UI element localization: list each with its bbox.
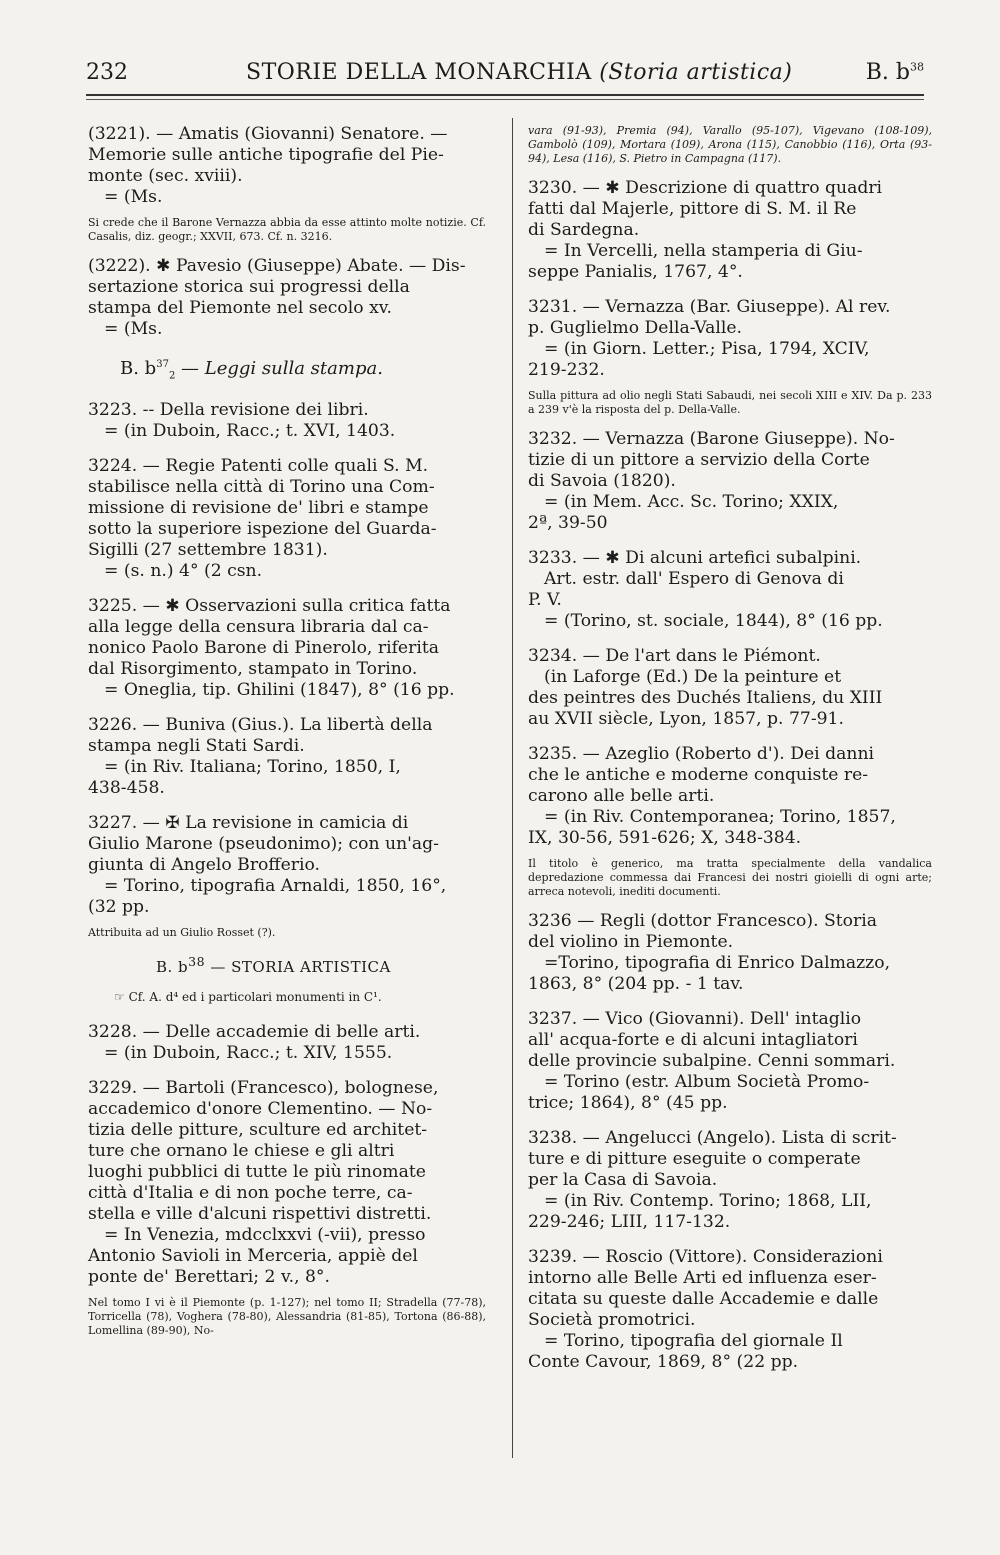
entry-line: 3238. — Angelucci (Angelo). Lista di scrit-: [528, 1128, 897, 1148]
entry-line: = (in Riv. Italiana; Torino, 1850, I,: [104, 756, 401, 777]
right-column: [528, 124, 932, 1387]
entry-3236: [528, 911, 932, 995]
entry-line: nonico Paolo Barone di Pinerolo, riferita: [88, 637, 439, 658]
entry-line: Conte Cavour, 1869, 8° (22 pp.: [528, 1352, 799, 1372]
entry-line: = (in Mem. Acc. Sc. Torino; XXIX,: [544, 492, 839, 512]
entry-3225: [88, 596, 486, 701]
entry-line: di Sardegna.: [528, 220, 640, 240]
note-3231: Sulla pittura ad olio negli Stati Sabaudi, nei secoli XIII e XIV. Da p. 233 a 239 v'è la risposta del p. Della-Valle.: [528, 389, 932, 416]
entry-line: 3231. — Vernazza (Bar. Giuseppe). Al rev.: [528, 297, 891, 317]
entry-line: Memorie sulle antiche tipografie del Pie-: [88, 145, 444, 165]
entry-line: = (Torino, st. sociale, 1844), 8° (16 pp.: [544, 611, 883, 631]
section-title: — STORIA ARTISTICA: [205, 957, 391, 976]
entry-line: = (in Duboin, Racc.; t. XIV, 1555.: [104, 1042, 393, 1063]
section-sub: 2: [168, 370, 176, 382]
entry-line: tizia delle pitture, sculture ed architet-: [88, 1119, 428, 1140]
entry-line: di Savoia (1820).: [528, 471, 676, 491]
cross-reference: ☞ Cf. A. d⁴ ed i particolari monumenti in C¹.: [114, 989, 382, 1004]
entry-line: 3225. — ✱ Osservazioni sulla critica fatta: [88, 595, 451, 616]
entry-line: des peintres des Duchés Italiens, du XIII: [528, 688, 883, 708]
left-column: [88, 124, 486, 1350]
column-divider: [512, 118, 513, 1458]
entry-3231: [528, 297, 932, 381]
entry-line: 229-246; LIII, 117-132.: [528, 1212, 731, 1232]
signature-text: B. b: [865, 60, 910, 85]
entry-line: 3228. — Delle accademie di belle arti.: [88, 1021, 421, 1042]
section-sup: 37: [156, 359, 169, 370]
entry-line: 438-458.: [88, 777, 165, 798]
entry-3233: [528, 548, 932, 632]
entry-line: stabilisce nella città di Torino una Com-: [88, 476, 435, 497]
running-title: [246, 60, 792, 85]
entry-line: sotto la superiore ispezione del Guarda-: [88, 518, 437, 539]
entry-3222: [88, 256, 486, 340]
entry-line: tizie di un pittore a servizio della Corte: [528, 450, 870, 470]
entry-line: 3233. — ✱ Di alcuni artefici subalpini.: [528, 548, 862, 568]
entry-line: = Torino, tipografia del giornale Il: [544, 1331, 843, 1351]
entry-line: au XVII siècle, Lyon, 1857, p. 77-91.: [528, 709, 844, 729]
entry-line: = (in Riv. Contemporanea; Torino, 1857,: [544, 807, 896, 827]
entry-line: (3221). — Amatis (Giovanni) Senatore. —: [88, 124, 448, 144]
note-3235: Il titolo è generico, ma tratta specialmente della vandalica depredazione commessa dai Francesi dei nostri gioielli di ogni arte; arreca notevoli, inediti documenti.: [528, 857, 932, 898]
entry-3232: [528, 429, 932, 534]
section-sup: 38: [188, 953, 206, 969]
entry-3237: [528, 1009, 932, 1114]
entry-line: carono alle belle arti.: [528, 786, 715, 806]
entry-line: = (in Riv. Contemp. Torino; 1868, LII,: [544, 1191, 872, 1211]
entry-line: = In Venezia, mdcclxxvi (-vii), presso: [104, 1224, 426, 1245]
entry-line: 3229. — Bartoli (Francesco), bolognese,: [88, 1077, 439, 1098]
entry-line: ture e di pitture eseguite o comperate: [528, 1149, 861, 1169]
entry-line: per la Casa di Savoia.: [528, 1170, 718, 1190]
entry-3224: [88, 456, 486, 582]
entry-line: alla legge della censura libraria dal ca-: [88, 616, 429, 637]
entry-line: Art. estr. dall' Espero di Genova di: [544, 569, 844, 589]
entry-line: 3239. — Roscio (Vittore). Considerazioni: [528, 1247, 883, 1267]
entry-line: trice; 1864), 8° (45 pp.: [528, 1093, 728, 1113]
page-header: [86, 58, 924, 92]
entry-line: = (Ms.: [104, 319, 163, 339]
entry-line: dal Risorgimento, stampato in Torino.: [88, 658, 418, 679]
entry-line: sertazione storica sui progressi della: [88, 277, 410, 297]
entry-line: 3234. — De l'art dans le Piémont.: [528, 646, 821, 666]
entry-line: stampa del Piemonte nel secolo xv.: [88, 298, 392, 318]
entry-line: 2ª, 39-50: [528, 513, 608, 533]
entry-line: Sigilli (27 settembre 1831).: [88, 539, 328, 560]
signature-sup: 38: [910, 60, 924, 74]
entry-line: 3226. — Buniva (Gius.). La libertà della: [88, 714, 433, 735]
entry-line: giunta di Angelo Brofferio.: [88, 854, 320, 875]
entry-line: ture che ornano le chiese e gli altri: [88, 1140, 395, 1161]
entry-line: monte (sec. xviii).: [88, 166, 243, 186]
entry-line: 3227. — ✠ La revisione in camicia di: [88, 812, 409, 833]
entry-line: missione di revisione de' libri e stampe: [88, 497, 429, 518]
running-title-sub: (Storia artistica): [599, 60, 793, 85]
entry-3234: [528, 646, 932, 730]
entry-line: =Torino, tipografia di Enrico Dalmazzo,: [544, 953, 891, 973]
entry-line: = Oneglia, tip. Ghilini (1847), 8° (16 pp.: [104, 679, 455, 700]
entry-line: citata su queste dalle Accademie e dalle: [528, 1289, 879, 1309]
entry-3235: [528, 744, 932, 849]
entry-3239: [528, 1247, 932, 1373]
entry-line: accademico d'onore Clementino. — No-: [88, 1098, 433, 1119]
entry-line: Giulio Marone (pseudonimo); con un'ag-: [88, 833, 439, 854]
header-rule-bottom: [86, 99, 924, 100]
entry-line: 1863, 8° (204 pp. - 1 tav.: [528, 974, 744, 994]
entry-line: (3222). ✱ Pavesio (Giuseppe) Abate. — Dis-: [88, 256, 466, 276]
entry-line: 219-232.: [528, 360, 605, 380]
entry-3227: [88, 813, 486, 918]
entry-line: 3236 — Regli (dottor Francesco). Storia: [528, 911, 877, 931]
entry-line: 3230. — ✱ Descrizione di quattro quadri: [528, 178, 883, 198]
entry-line: luoghi pubblici di tutte le più rinomate: [88, 1161, 426, 1182]
entry-line: = Torino, tipografia Arnaldi, 1850, 16°,: [104, 875, 447, 896]
entry-line: = Torino (estr. Album Società Promo-: [544, 1072, 870, 1092]
section-heading-art: [156, 954, 486, 976]
entry-line: = (in Duboin, Racc.; t. XVI, 1403.: [104, 420, 396, 441]
entry-line: = In Vercelli, nella stamperia di Giu-: [544, 241, 863, 261]
note-3229: Nel tomo I vi è il Piemonte (p. 1-127); nel tomo II; Stradella (77-78), Torricella (78), Voghera (78-80), Alessandria (81-85), Tortona (86-88), Lomellina (89-90), No-: [88, 1295, 486, 1337]
entry-line: Antonio Savioli in Merceria, appiè del: [88, 1245, 418, 1266]
section-title: — Leggi sulla stampa.: [175, 358, 383, 379]
entry-line: stella e ville d'alcuni rispettivi distretti.: [88, 1203, 432, 1224]
entry-line: stampa negli Stati Sardi.: [88, 735, 305, 756]
entry-line: P. V.: [528, 590, 562, 610]
entry-line: del violino in Piemonte.: [528, 932, 734, 952]
entry-line: 3232. — Vernazza (Barone Giuseppe). No-: [528, 429, 895, 449]
page-number: 232: [86, 60, 128, 85]
section-heading-laws: [120, 358, 486, 382]
entry-line: IX, 30-56, 591-626; X, 348-384.: [528, 828, 802, 848]
entry-line: 3223. -- Della revisione dei libri.: [88, 399, 369, 420]
entry-line: città d'Italia e di non poche terre, ca-: [88, 1182, 413, 1203]
section-signature: [866, 60, 924, 85]
entry-3238: [528, 1128, 932, 1233]
entry-line: intorno alle Belle Arti ed influenza eser-: [528, 1268, 877, 1288]
entry-line: = (s. n.) 4° (2 csn.: [104, 560, 263, 581]
entry-3226: [88, 715, 486, 799]
header-rule-top: [86, 94, 924, 96]
entry-line: (32 pp.: [88, 896, 150, 917]
entry-3223: [88, 400, 486, 442]
entry-line: delle provincie subalpine. Cenni sommari.: [528, 1051, 896, 1071]
entry-line: Società promotrici.: [528, 1310, 696, 1330]
entry-line: p. Guglielmo Della-Valle.: [528, 318, 742, 338]
entry-line: che le antiche e moderne conquiste re-: [528, 765, 869, 785]
entry-line: = (in Giorn. Letter.; Pisa, 1794, XCIV,: [544, 339, 870, 359]
entry-line: 3235. — Azeglio (Roberto d'). Dei danni: [528, 744, 875, 764]
note-3227: Attribuita ad un Giulio Rosset (?).: [88, 925, 276, 939]
note-3221: Si crede che il Barone Vernazza abbia da esse attinto molte notizie. Cf. Casalis, diz. geogr.; XXVII, 673. Cf. n. 3216.: [88, 216, 486, 243]
running-title-main: STORIE DELLA MONARCHIA: [246, 60, 592, 85]
entry-3230: [528, 178, 932, 283]
entry-line: 3237. — Vico (Giovanni). Dell' intaglio: [528, 1009, 862, 1029]
entry-3229: [88, 1078, 486, 1288]
entry-3221: [88, 124, 486, 208]
entry-3228: [88, 1022, 486, 1064]
note-continued: vara (91-93), Premia (94), Varallo (95-107), Vigevano (108-109), Gambolò (109), Mortara (109), Arona (115), Canobbio (116), Orta (93-94), Lesa (116), S. Pietro in Campagna (117).: [528, 124, 932, 165]
entry-line: 3224. — Regie Patenti colle quali S. M.: [88, 455, 429, 476]
entry-line: seppe Panialis, 1767, 4°.: [528, 262, 743, 282]
entry-line: = (Ms.: [104, 187, 163, 207]
entry-line: fatti dal Majerle, pittore di S. M. il Re: [528, 199, 857, 219]
section-code: B. b: [120, 358, 157, 379]
entry-line: all' acqua-forte e di alcuni intagliatori: [528, 1030, 858, 1050]
entry-line: ponte de' Berettari; 2 v., 8°.: [88, 1266, 330, 1287]
section-code: B. b: [156, 957, 189, 976]
entry-line: (in Laforge (Ed.) De la peinture et: [544, 667, 842, 687]
